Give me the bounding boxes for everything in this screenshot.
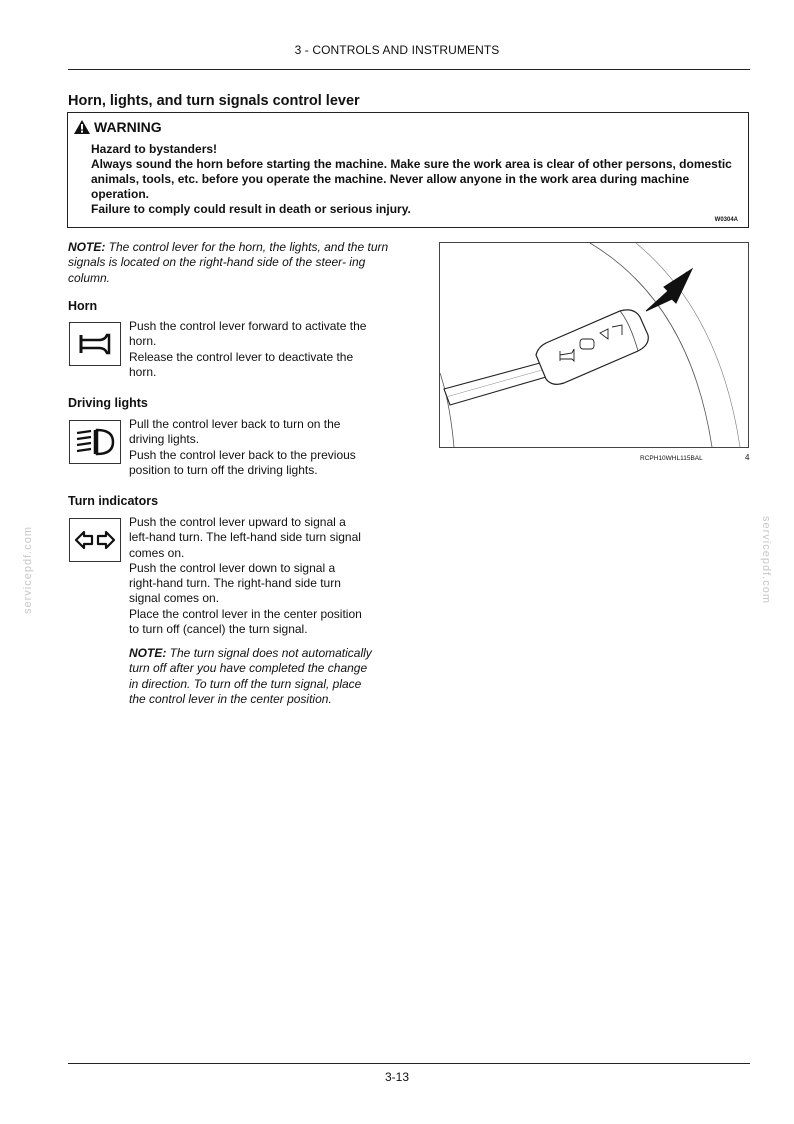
text-line: driving lights. [129, 432, 200, 447]
text-line: Place the control lever in the center position [129, 606, 362, 621]
headlight-icon [69, 420, 121, 464]
driving-lights-text [129, 417, 419, 478]
text-line: left-hand turn. The left-hand side turn signal [129, 530, 361, 545]
warning-heading-text: WARNING [94, 119, 162, 135]
note-label: NOTE: [68, 240, 106, 254]
warning-line: Failure to comply could result in death or serious injury. [91, 202, 411, 216]
warning-box [67, 112, 749, 228]
figure-code: RCPH10WHL115BAL [640, 455, 703, 462]
text-line: position to turn off the driving lights. [129, 462, 318, 477]
warning-line: Hazard to bystanders! [91, 142, 218, 156]
page-number: 3-13 [384, 1070, 410, 1084]
control-lever-figure [439, 242, 749, 448]
warning-triangle-icon [74, 120, 90, 134]
note-turn-signal [129, 646, 419, 707]
turn-indicators-text [129, 515, 419, 637]
note-text: The turn signal does not automatically [166, 646, 372, 660]
text-line: Push the control lever back to the previous [129, 447, 356, 462]
watermark-left: servicepdf.com [22, 526, 34, 614]
note-line: in direction. To turn off the turn signal, place [129, 676, 362, 691]
turn-signal-arrows-icon [69, 518, 121, 562]
text-line: horn. [129, 334, 157, 349]
figure-number: 4 [745, 453, 750, 462]
warning-body [91, 142, 741, 217]
text-line: Push the control lever down to signal a [129, 560, 336, 575]
horn-heading: Horn [68, 299, 98, 313]
note-line [129, 646, 419, 661]
text-line: Push the control lever forward to activate the [129, 319, 367, 333]
note-steering-column [68, 240, 408, 286]
text-line: signal comes on. [129, 591, 220, 606]
horn-text [129, 319, 419, 380]
text-line: horn. [129, 364, 157, 379]
text-line: Release the control lever to deactivate the [129, 349, 354, 364]
note-line: the control lever in the center position. [129, 691, 332, 706]
header-rule [68, 69, 750, 70]
text-line: right-hand turn. The right-hand side turn [129, 576, 341, 591]
watermark-right: servicepdf.com [760, 516, 772, 604]
text-line: Pull the control lever back to turn on the [129, 417, 341, 431]
driving-lights-heading: Driving lights [68, 396, 148, 410]
horn-icon [69, 322, 121, 366]
warning-code: W0304A [714, 217, 738, 223]
note-text: The control lever for the horn, the lights, and the turn signals is located on the right-hand side of the steer- ing column. [68, 240, 389, 285]
text-line: Push the control lever upward to signal a [129, 515, 346, 529]
warning-line: Always sound the horn before starting the machine. Make sure the work area is clear of other persons, domestic animals, tools, etc. before you operate the machine. Never allow anyone in the work area during machine operation. [91, 157, 732, 201]
note-line: turn off after you have completed the change [129, 661, 368, 676]
text-line: comes on. [129, 545, 185, 560]
text-line: to turn off (cancel) the turn signal. [129, 622, 308, 637]
control-lever-illustration [440, 243, 748, 447]
section-title: Horn, lights, and turn signals control lever [68, 93, 360, 109]
turn-indicators-heading: Turn indicators [68, 494, 159, 508]
footer-rule [68, 1063, 750, 1064]
warning-heading [74, 119, 162, 135]
note-label: NOTE: [129, 646, 167, 660]
running-header: 3 - CONTROLS AND INSTRUMENTS [294, 43, 500, 57]
